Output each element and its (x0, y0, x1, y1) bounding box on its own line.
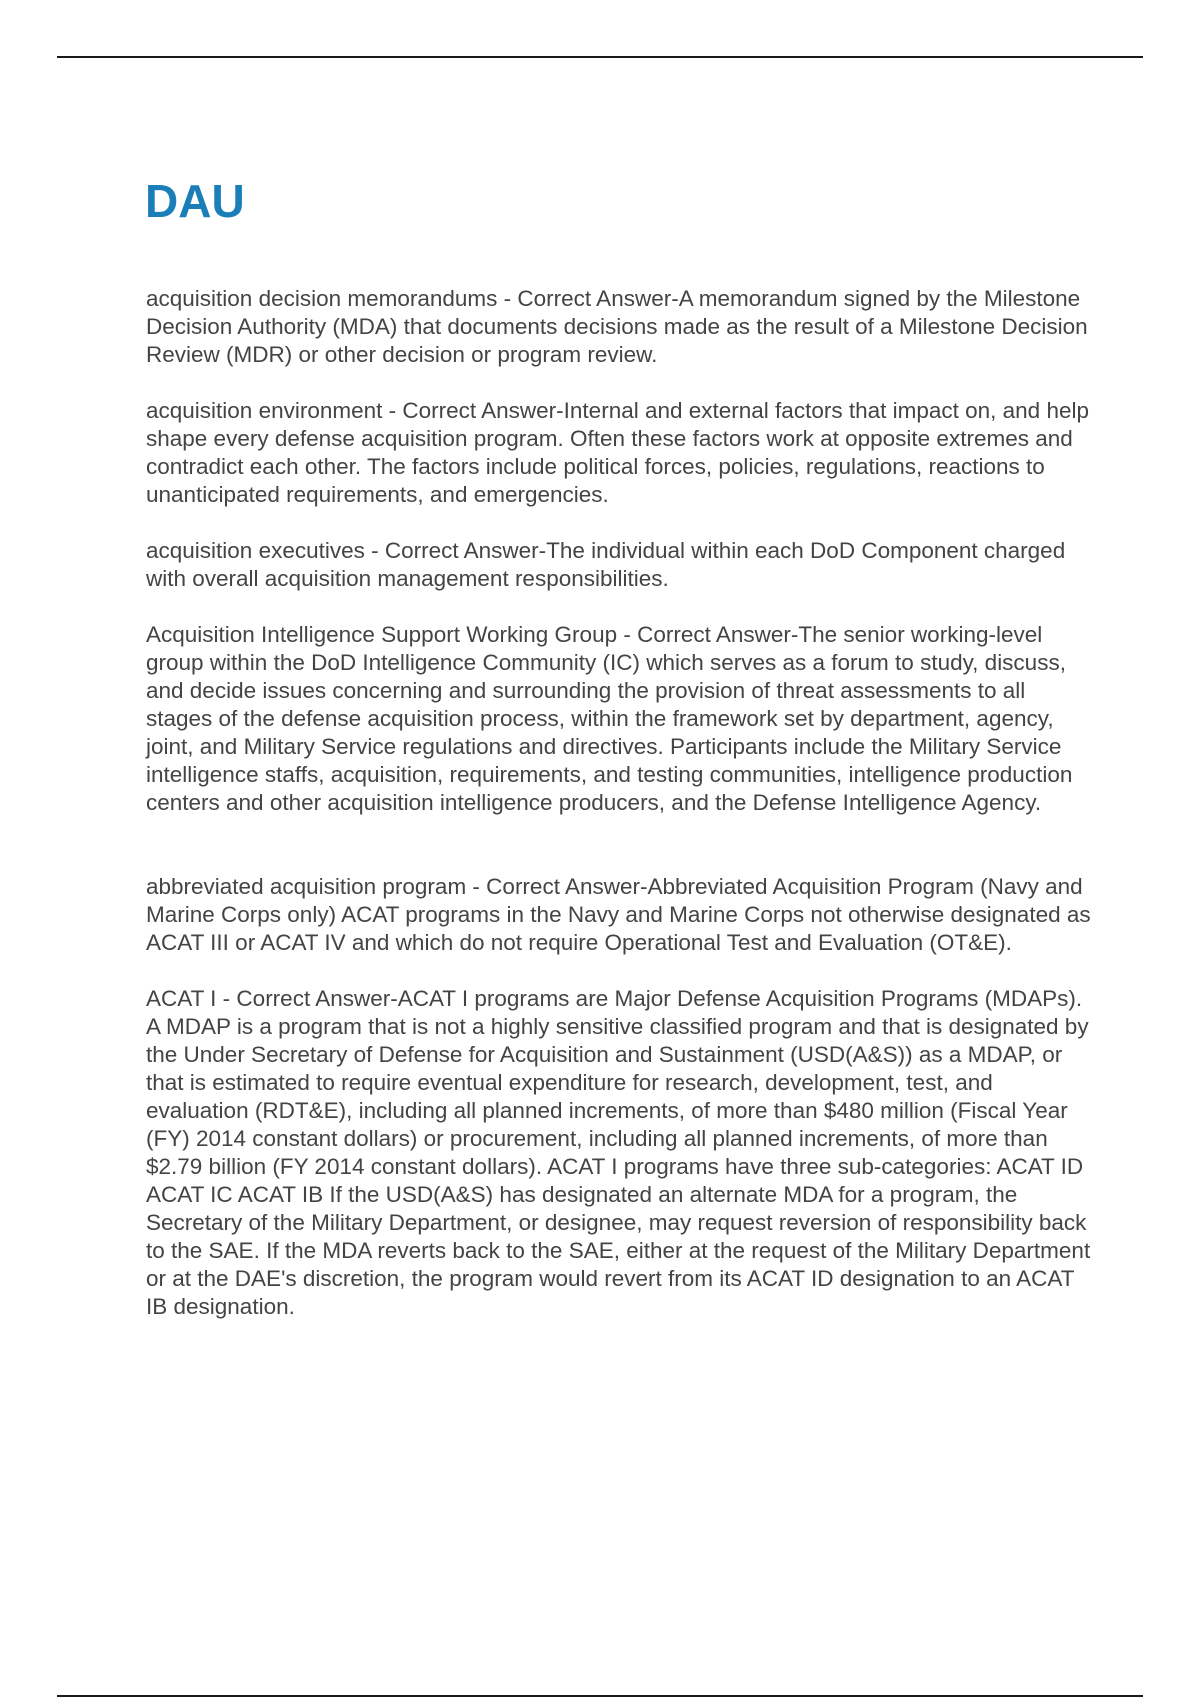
document-body (146, 285, 1091, 1349)
entry-acat-i: ACAT I - Correct Answer-ACAT I programs are Major Defense Acquisition Programs (MDAPs). A MDAP is a program that is not a highly sensitive classified program and that is designated by the Under Secretary of Defense for Acquisition and Sustainment (USD(A&S)) as a MDAP, or that is estimated to require eventual expenditure for research, development, test, and evaluation (RDT&E), including all planned increments, of more than $480 million (Fiscal Year (FY) 2014 constant dollars) or procurement, including all planned increments, of more than $2.79 billion (FY 2014 constant dollars). ACAT I programs have three sub-categories: ACAT ID ACAT IC ACAT IB If the USD(A&S) has designated an alternate MDA for a program, the Secretary of the Military Department, or designee, may request reversion of responsibility back to the SAE. If the MDA reverts back to the SAE, either at the request of the Military Department or at the DAE's discretion, the program would revert from its ACAT ID designation to an ACAT IB designation. (146, 986, 1091, 1319)
top-divider (57, 56, 1143, 58)
entry-acquisition-decision-memorandums: acquisition decision memorandums - Correct Answer-A memorandum signed by the Milestone Decision Authority (MDA) that documents decisions made as the result of a Milestone Decision Review (MDR) or other decision or program review. (146, 286, 1088, 367)
dau-logo: DAU (145, 175, 245, 227)
entry-acquisition-intelligence-support-working-group: Acquisition Intelligence Support Working Group - Correct Answer-The senior working-level group within the DoD Intelligence Community (IC) which serves as a forum to study, discuss, and decide issues concerning and surrounding the provision of threat assessments to all stages of the defense acquisition process, within the framework set by department, agency, joint, and Military Service regulations and directives. Participants include the Military Service intelligence staffs, acquisition, requirements, and testing communities, intelligence production centers and other acquisition intelligence producers, and the Defense Intelligence Agency. (146, 622, 1073, 815)
entry-abbreviated-acquisition-program: abbreviated acquisition program - Correct Answer-Abbreviated Acquisition Program (Navy and Marine Corps only) ACAT programs in the Navy and Marine Corps not otherwise designated as ACAT III or ACAT IV and which do not require Operational Test and Evaluation (OT&E). (146, 874, 1091, 955)
entry-acquisition-environment: acquisition environment - Correct Answer-Internal and external factors that impact on, and help shape every defense acquisition program. Often these factors work at opposite extremes and contradict each other. The factors include political forces, policies, regulations, reactions to unanticipated requirements, and emergencies. (146, 398, 1089, 507)
entry-acquisition-executives: acquisition executives - Correct Answer-The individual within each DoD Component charged with overall acquisition management responsibilities. (146, 538, 1066, 591)
bottom-divider (57, 1695, 1143, 1697)
